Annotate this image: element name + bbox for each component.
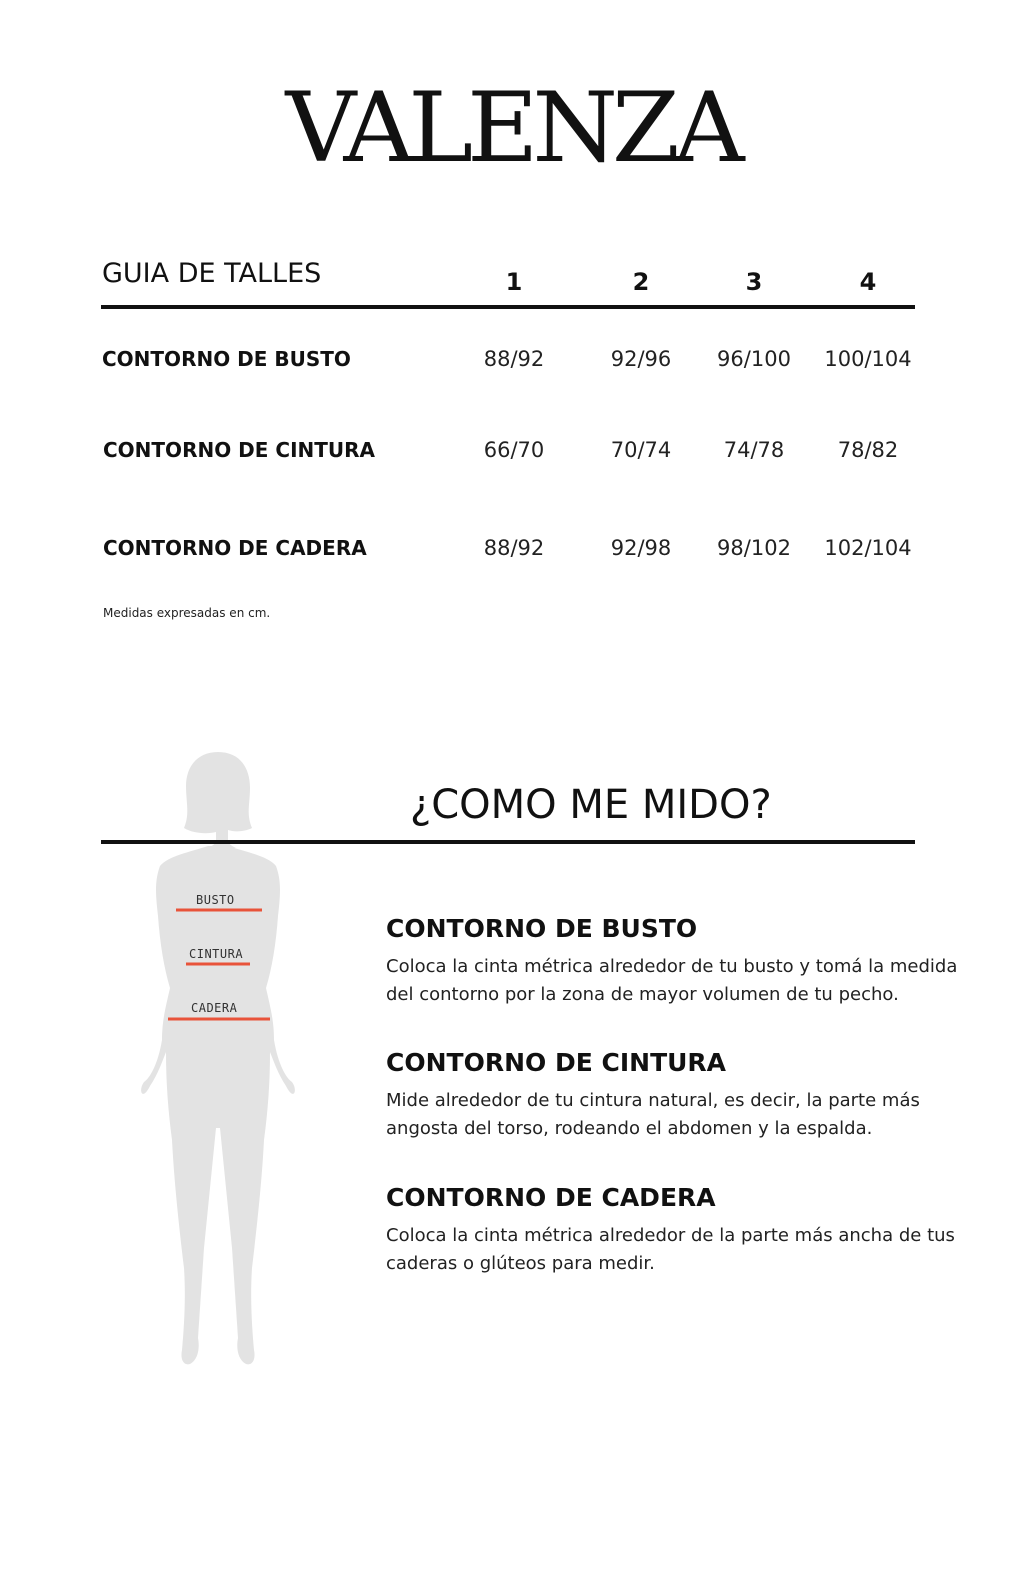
how-to-measure-title: ¿COMO ME MIDO? [410,782,772,828]
size-guide-title: GUIA DE TALLES [102,258,322,289]
section-text: Mide alrededor de tu cintura natural, es decir, la parte más angosta del torso, rodeando el abdomen y la espalda. [386,1090,920,1139]
size-header-2: 2 [632,268,650,296]
table-header-divider [101,305,915,309]
cell-cadera-3: 98/102 [717,536,791,560]
row-label-cintura: CONTORNO DE CINTURA [103,438,376,462]
cell-busto-4: 100/104 [824,347,912,371]
cell-cintura-4: 78/82 [837,438,899,462]
section-heading: CONTORNO DE CADERA [386,1183,716,1212]
cell-cadera-4: 102/104 [824,536,912,560]
section-heading: CONTORNO DE CINTURA [386,1048,727,1077]
section-text: Coloca la cinta métrica alrededor de tu busto y tomá la medida del contorno por la zona de mayor volumen de tu pecho. [386,956,958,1005]
section-busto [386,914,986,1009]
row-label-cadera: CONTORNO DE CADERA [103,536,367,560]
cell-cintura-3: 74/78 [723,438,785,462]
cell-cintura-2: 70/74 [610,438,672,462]
cell-cadera-1: 88/92 [483,536,545,560]
section-cintura [386,1048,986,1143]
figure-label-cadera: CADERA [191,1001,238,1015]
how-to-divider [101,840,915,844]
units-note: Medidas expresadas en cm. [103,606,271,620]
section-text: Coloca la cinta métrica alrededor de la parte más ancha de tus caderas o glúteos para medir. [386,1225,955,1274]
brand-logo: VALENZA [285,72,739,184]
section-heading: CONTORNO DE BUSTO [386,914,698,943]
cell-cintura-1: 66/70 [483,438,545,462]
section-cadera [386,1183,986,1278]
cell-cadera-2: 92/98 [610,536,672,560]
size-header-4: 4 [859,268,877,296]
row-label-busto: CONTORNO DE BUSTO [102,347,351,371]
figure-label-busto: BUSTO [196,893,235,907]
cell-busto-3: 96/100 [717,347,791,371]
figure-label-cintura: CINTURA [189,947,244,961]
cell-busto-2: 92/96 [610,347,672,371]
size-header-1: 1 [505,268,523,296]
size-header-3: 3 [745,268,763,296]
cell-busto-1: 88/92 [483,347,545,371]
